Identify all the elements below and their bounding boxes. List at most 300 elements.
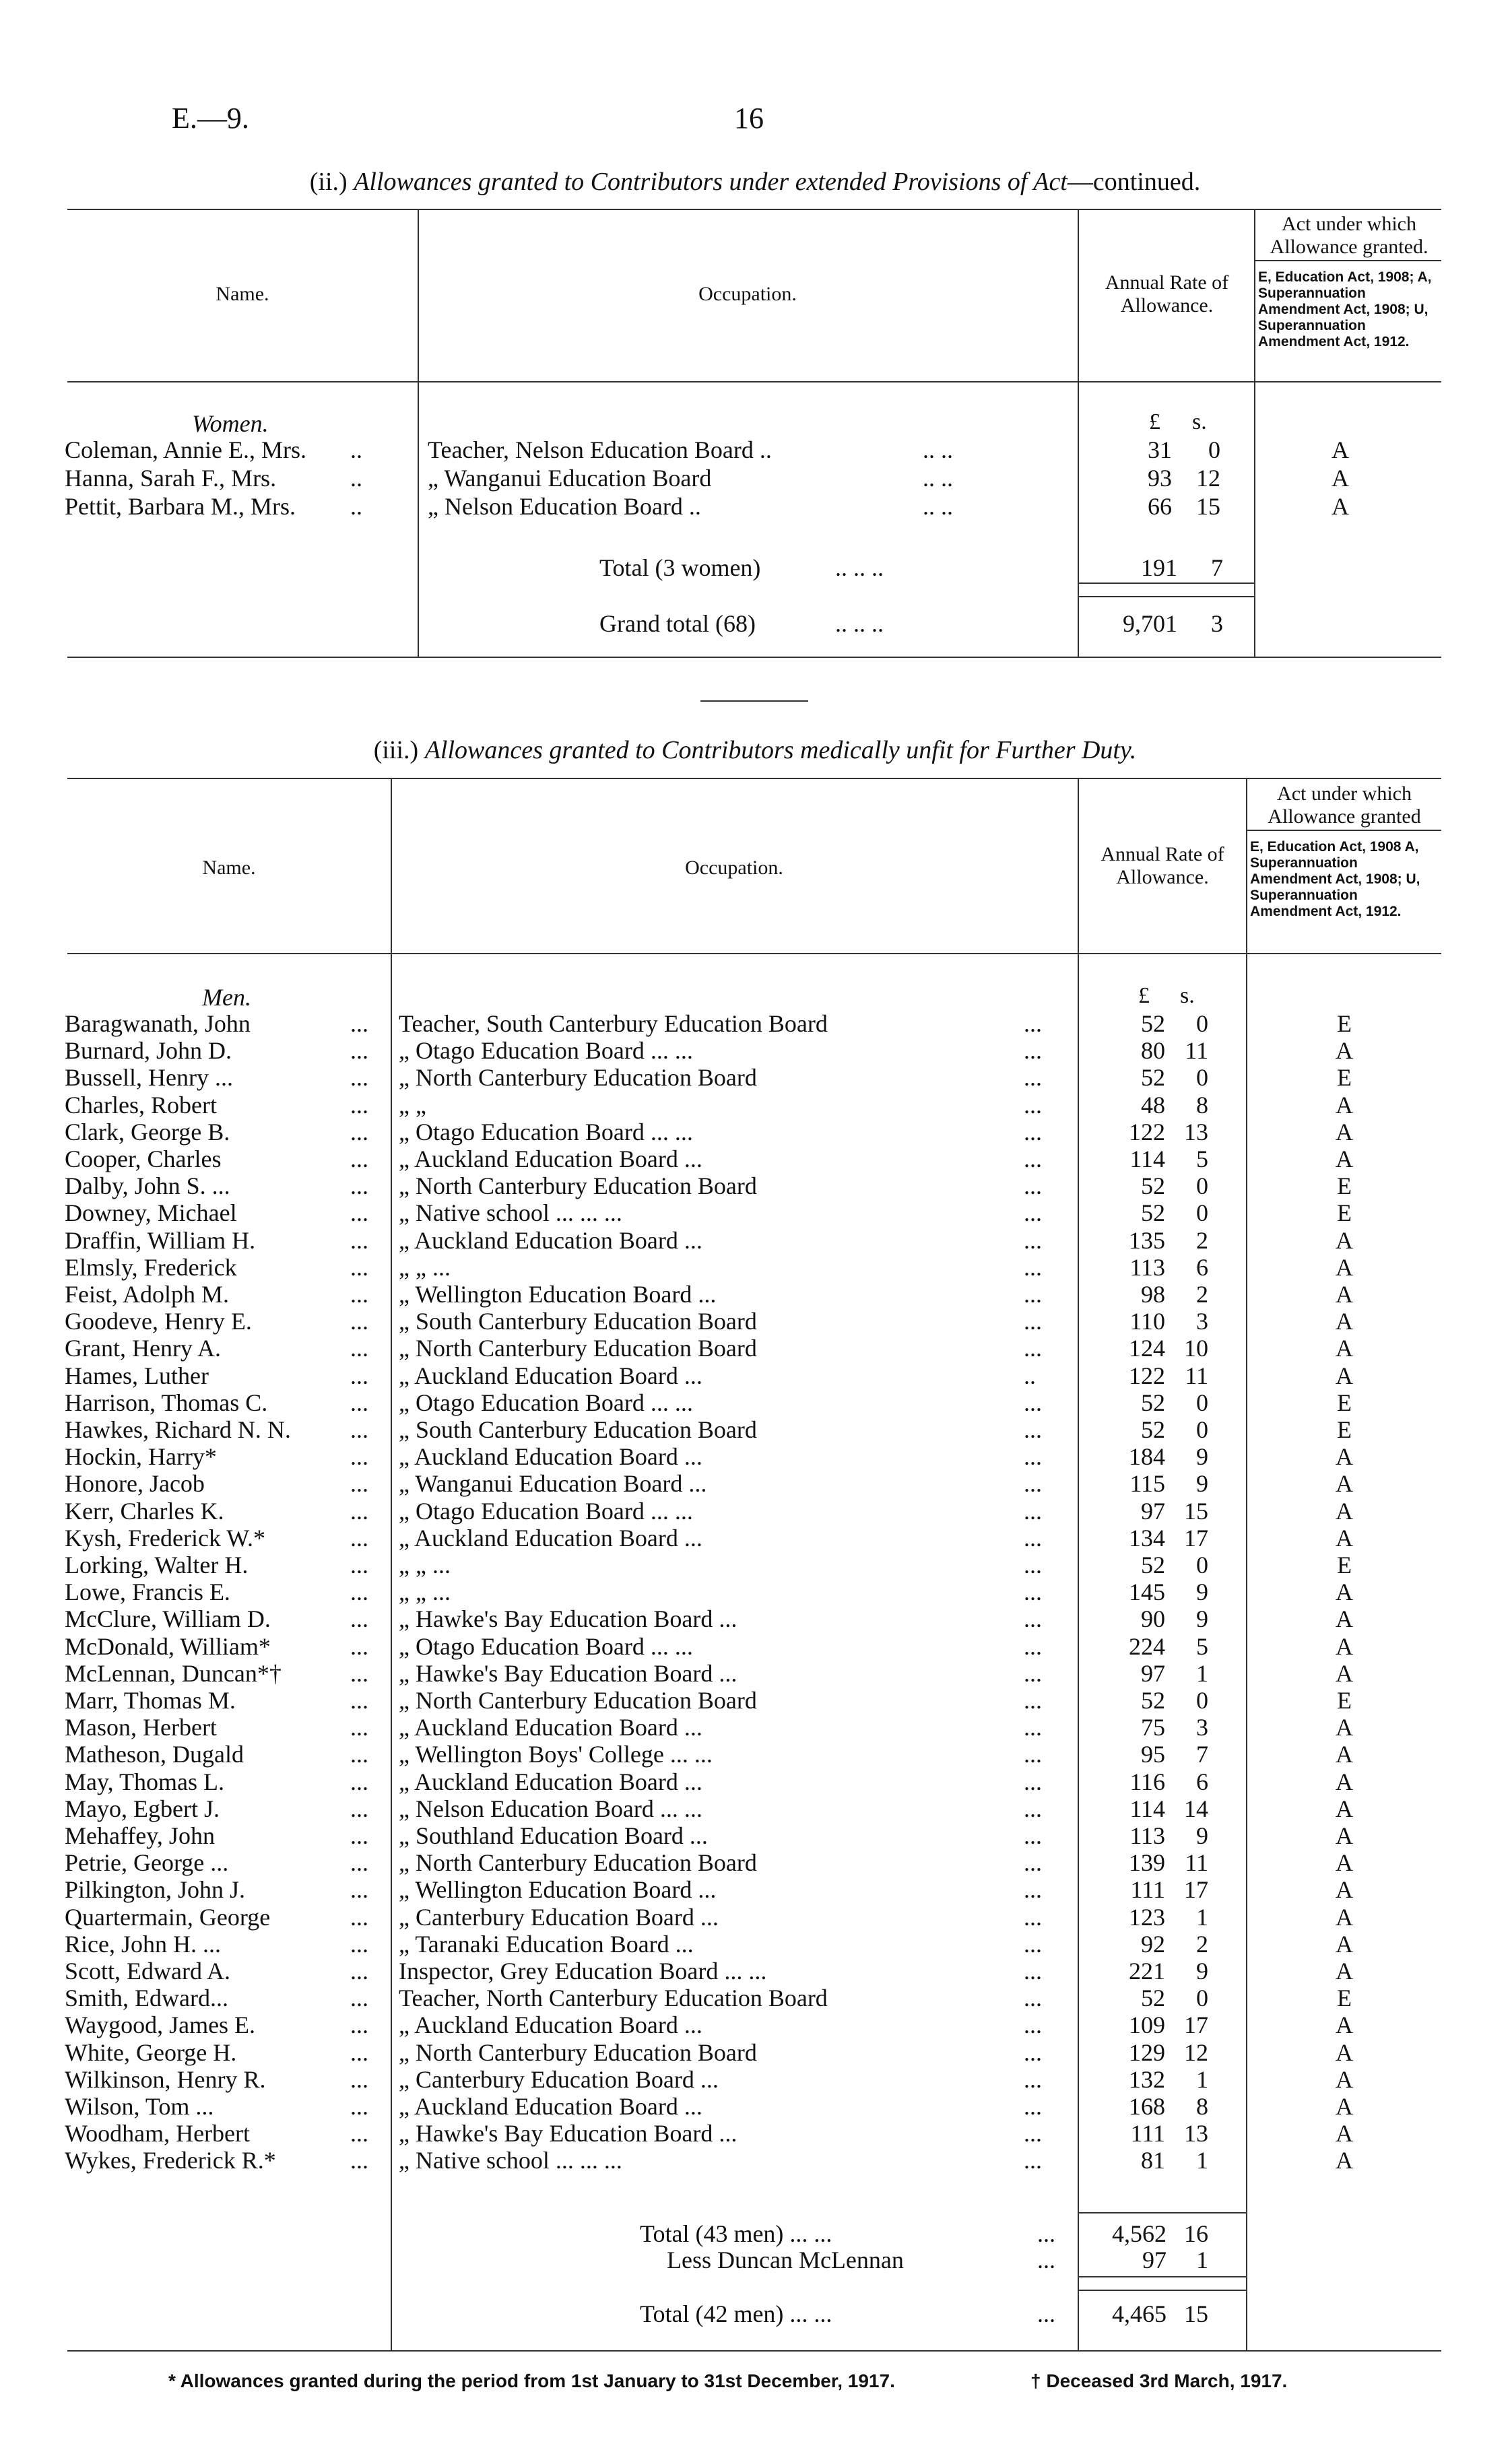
row-act: A [1336,1876,1353,1904]
row-occupation: „ Canterbury Education Board ... [399,2065,719,2093]
row-occupation-leader: ... [1024,1416,1042,1443]
row-pounds: 111 [1130,2120,1165,2147]
table-row [0,1362,1510,1389]
total-men-leader: ... [1037,2220,1055,2247]
row-pounds: 124 [1129,1335,1165,1362]
row-occupation: „ Otago Education Board ... ... [399,1118,693,1145]
row-pounds: 31 [1148,436,1172,463]
table-row [0,1714,1510,1741]
row-shillings: 1 [1196,2147,1208,2174]
row-shillings: 9 [1196,1822,1208,1849]
row-shillings: 0 [1196,1199,1208,1227]
row-occupation: Inspector, Grey Education Board ... ... [399,1958,767,1985]
row-pounds: 139 [1129,1849,1165,1877]
row-act: A [1336,2011,1353,2039]
row-name-leader: ... [350,1985,368,2012]
row-shillings: 11 [1185,1362,1208,1389]
table-rule [1246,830,1441,831]
total-men-label: Total (43 men) ... ... [640,2220,832,2247]
row-name-leader: ... [350,1741,368,1768]
row-name: Lowe, Francis E. [65,1578,230,1606]
row-pounds: 52 [1141,1199,1165,1227]
row-shillings: 12 [1184,2038,1208,2066]
row-occupation: „ North Canterbury Education Board [399,1335,757,1362]
net-total-pounds: 4,465 [1112,2300,1167,2327]
section-divider [700,700,808,702]
table-row [0,1849,1510,1876]
row-shillings: 15 [1196,493,1220,520]
column-header-occupation: Occupation. [685,857,783,879]
table-row [0,1172,1510,1199]
row-pounds: 115 [1129,1470,1165,1498]
table-row [0,1498,1510,1525]
row-name: Elmsly, Frederick [65,1253,237,1281]
row-occupation-leader: ... [1024,1253,1042,1281]
row-name: Petrie, George ... [65,1849,229,1877]
footnote-dagger: † Deceased 3rd March, 1917. [1030,2370,1288,2391]
row-shillings: 13 [1184,1118,1208,1145]
row-shillings: 1 [1196,1903,1208,1931]
group-label-men: Men. [202,984,251,1011]
row-shillings: 5 [1196,1632,1208,1660]
section-iii-title-text: Allowances granted to Contributors medically unfit for Further Duty. [424,736,1137,764]
row-name: Honore, Jacob [65,1470,205,1498]
row-occupation: „ Auckland Education Board ... [399,1443,702,1471]
row-name: Waygood, James E. [65,2011,256,2039]
row-shillings: 5 [1196,1145,1208,1172]
row-shillings: 17 [1184,1524,1208,1552]
row-occupation: „ Otago Education Board ... ... [399,1497,693,1525]
row-name: Grant, Henry A. [65,1335,221,1362]
total-women-leader: .. .. .. [835,554,884,581]
row-shillings: 17 [1184,2011,1208,2039]
table-row [0,1552,1510,1578]
row-occupation: „ Wellington Boys' College ... ... [399,1741,713,1768]
total-men-pounds: 4,562 [1112,2220,1167,2247]
row-act: A [1336,1037,1353,1065]
row-pounds: 52 [1141,1389,1165,1416]
row-name: Quartermain, George [65,1903,271,1931]
row-occupation: „ Auckland Education Board ... [399,1714,702,1741]
page-number: 16 [734,102,764,135]
row-shillings: 9 [1196,1470,1208,1498]
row-name: Scott, Edward A. [65,1958,230,1985]
row-occupation-leader: ... [1024,1145,1042,1172]
row-shillings: 13 [1184,2120,1208,2147]
row-occupation-leader: ... [1024,1687,1042,1714]
less-label: Less Duncan McLennan [667,2246,904,2273]
table-row [0,1281,1510,1308]
row-act: E [1337,1389,1352,1416]
row-name-leader: ... [350,1416,368,1443]
row-shillings: 8 [1196,2093,1208,2120]
table-row [0,493,1510,520]
row-shillings: 6 [1196,1253,1208,1281]
row-act: A [1336,1578,1353,1606]
row-name-leader: ... [350,1226,368,1254]
row-pounds: 129 [1129,2038,1165,2066]
row-name: Lorking, Walter H. [65,1552,249,1578]
row-pounds: 168 [1129,2093,1165,2120]
row-name-leader: ... [350,1578,368,1606]
row-name-leader: ... [350,1849,368,1877]
row-act: A [1332,493,1349,520]
row-occupation-leader: ... [1024,1010,1042,1037]
row-shillings: 2 [1196,1226,1208,1254]
row-occupation: „ Auckland Education Board ... [399,2093,702,2120]
row-pounds: 109 [1129,2011,1165,2039]
row-pounds: 134 [1129,1524,1165,1552]
table-row [0,1578,1510,1605]
row-shillings: 15 [1184,1497,1208,1525]
row-occupation: „ Wanganui Education Board [428,465,712,492]
row-occupation-leader: ... [1024,1822,1042,1849]
row-act: A [1336,1930,1353,1958]
row-act: A [1336,1226,1353,1254]
row-act: A [1336,1470,1353,1498]
row-pounds: 97 [1141,1659,1165,1687]
row-pounds: 122 [1129,1362,1165,1389]
row-pounds: 52 [1141,1416,1165,1443]
row-shillings: 0 [1196,1687,1208,1714]
unit-pounds: £ [1138,983,1150,1008]
row-occupation-leader: ... [1024,1741,1042,1768]
table-row [0,465,1510,492]
table-row [0,1633,1510,1660]
row-act: A [1336,2093,1353,2120]
row-pounds: 221 [1129,1958,1165,1985]
row-occupation: Teacher, South Canterbury Education Board [399,1010,828,1037]
table-rule [67,657,1441,658]
row-name-leader: ... [350,2065,368,2093]
footnote-asterisk: * Allowances granted during the period from 1st January to 31st December, 1917. [168,2370,895,2391]
row-name-leader: ... [350,1335,368,1362]
row-pounds: 81 [1141,2147,1165,2174]
row-name: McDonald, William* [65,1632,271,1660]
table-row [0,1010,1510,1037]
row-name: Mehaffey, John [65,1822,215,1849]
row-name-leader: ... [350,2120,368,2147]
row-name: Smith, Edward... [65,1985,228,2012]
table-row [0,2093,1510,2120]
row-occupation-leader: ... [1024,1064,1042,1092]
less-shillings: 1 [1196,2246,1208,2273]
row-name-leader: ... [350,1524,368,1552]
row-name-leader: ... [350,1010,368,1037]
row-occupation-leader: ... [1024,1091,1042,1119]
group-label-women: Women. [192,410,269,437]
row-pounds: 114 [1129,1795,1165,1822]
table-rule [67,381,1441,382]
row-pounds: 116 [1129,1768,1165,1795]
table-row [0,1795,1510,1822]
row-occupation-leader: ... [1024,1335,1042,1362]
total-women-label: Total (3 women) [599,554,761,581]
act-key-note: E, Education Act, 1908; A, Superannuation Amendment Act, 1908; U, Superannuation Amendment Act, 1912. [1258,269,1432,349]
row-act: A [1336,1362,1353,1389]
table-row [0,1227,1510,1254]
row-occupation-leader: ... [1024,1524,1042,1552]
row-pounds: 52 [1141,1985,1165,2012]
row-name: Downey, Michael [65,1199,237,1227]
section-ii-prefix: (ii.) [309,168,348,196]
row-occupation: „ North Canterbury Education Board [399,1172,757,1200]
row-name-leader: ... [350,1930,368,1958]
row-pounds: 75 [1141,1714,1165,1741]
row-occupation: „ North Canterbury Education Board [399,1849,757,1877]
table-row [0,1199,1510,1226]
row-pounds: 122 [1129,1118,1165,1145]
row-occupation: „ Native school ... ... ... [399,1199,622,1227]
row-act: A [1336,1605,1353,1633]
row-name-leader: ... [350,1308,368,1335]
table-row [0,436,1510,463]
table-row [0,1931,1510,1958]
table-row [0,1416,1510,1443]
row-shillings: 0 [1196,1064,1208,1092]
row-name: Pilkington, John J. [65,1876,246,1904]
row-occupation-leader: ... [1024,2120,1042,2147]
row-act: E [1337,1687,1352,1714]
row-shillings: 0 [1196,1389,1208,1416]
row-shillings: 7 [1196,1741,1208,1768]
row-pounds: 52 [1141,1172,1165,1200]
table-row [0,2066,1510,2093]
row-name-leader: ... [350,1199,368,1227]
row-occupation: „ Southland Education Board ... [399,1822,708,1849]
row-occupation: „ Wanganui Education Board ... [399,1470,707,1498]
row-act: A [1336,1091,1353,1119]
unit-pounds: £ [1149,409,1160,434]
row-act: A [1336,2147,1353,2174]
row-occupation-leader: ... [1024,1632,1042,1660]
table-row [0,1687,1510,1714]
row-name: McLennan, Duncan*† [65,1659,282,1687]
row-shillings: 6 [1196,1768,1208,1795]
row-name: Hockin, Harry* [65,1443,217,1471]
table-row [0,2147,1510,2174]
row-name: Hames, Luther [65,1362,209,1389]
row-occupation: „ North Canterbury Education Board [399,1687,757,1714]
row-occupation-leader: ... [1024,1497,1042,1525]
row-name-leader: ... [350,1470,368,1498]
row-pounds: 80 [1141,1037,1165,1065]
row-pounds: 52 [1141,1064,1165,1092]
row-name-leader: ... [350,1632,368,1660]
row-occupation: Teacher, Nelson Education Board .. [428,436,772,463]
row-shillings: 9 [1196,1443,1208,1471]
row-act: A [1332,436,1349,463]
row-act: A [1336,1768,1353,1795]
table-rule [1254,260,1441,261]
column-header-act: Act under which Allowance granted. [1270,213,1429,258]
table-row [0,1660,1510,1687]
row-act: A [1336,1903,1353,1931]
row-pounds: 135 [1129,1226,1165,1254]
row-pounds: 93 [1148,465,1172,492]
row-name: Baragwanath, John [65,1010,251,1037]
row-name-leader: ... [350,2038,368,2066]
row-name-leader: ... [350,1172,368,1200]
row-name: Bussell, Henry ... [65,1064,233,1092]
row-pounds: 52 [1141,1552,1165,1578]
row-name: Clark, George B. [65,1118,230,1145]
row-shillings: 0 [1196,1985,1208,2012]
row-pounds: 113 [1129,1253,1165,1281]
row-name: Hanna, Sarah F., Mrs. [65,465,277,492]
row-name-leader: ... [350,1443,368,1471]
row-pounds: 66 [1148,493,1172,520]
table-rule [1078,596,1254,597]
row-act: A [1336,1659,1353,1687]
row-shillings: 14 [1184,1795,1208,1822]
row-occupation-leader: ... [1024,1281,1042,1308]
row-occupation-leader: .. [1024,1362,1036,1389]
row-occupation-leader: ... [1024,1118,1042,1145]
row-shillings: 0 [1208,436,1220,463]
section-ii-title-text: Allowances granted to Contributors under extended Provisions of Act [354,168,1068,196]
row-occupation-leader: ... [1024,1226,1042,1254]
row-name-leader: ... [350,1145,368,1172]
row-occupation-leader: ... [1024,2093,1042,2120]
table-rule [1078,2290,1246,2291]
row-name: Dalby, John S. ... [65,1172,230,1200]
row-pounds: 110 [1129,1308,1165,1335]
row-name: Pettit, Barbara M., Mrs. [65,493,296,520]
row-name-leader: ... [350,1605,368,1633]
row-act: A [1336,2038,1353,2066]
table-rule [1078,2212,1246,2213]
table-row [0,1525,1510,1552]
row-shillings: 10 [1184,1335,1208,1362]
table-row [0,1741,1510,1768]
row-name-leader: .. [350,465,362,492]
row-act: A [1336,2120,1353,2147]
row-name-leader: ... [350,1281,368,1308]
row-name: Woodham, Herbert [65,2120,251,2147]
row-act: E [1337,1199,1352,1227]
row-name-leader: .. [350,436,362,463]
section-ii-title [0,167,1510,197]
column-header-occupation: Occupation. [698,283,797,305]
section-iii-title [0,735,1510,765]
row-occupation: „ Native school ... ... ... [399,2147,622,2174]
row-shillings: 0 [1196,1172,1208,1200]
table-row [0,1904,1510,1931]
row-occupation-leader: ... [1024,1930,1042,1958]
row-name: Hawkes, Richard N. N. [65,1416,291,1443]
table-rule [67,2350,1441,2352]
table-rule [67,778,1441,779]
row-occupation: „ South Canterbury Education Board [399,1416,757,1443]
row-occupation-leader: ... [1024,1876,1042,1904]
row-pounds: 114 [1129,1145,1165,1172]
row-shillings: 0 [1196,1010,1208,1037]
row-name-leader: ... [350,1903,368,1931]
row-name: Rice, John H. ... [65,1930,221,1958]
row-pounds: 52 [1141,1010,1165,1037]
row-act: E [1337,1552,1352,1578]
row-shillings: 8 [1196,1091,1208,1119]
row-act: E [1337,1985,1352,2012]
row-occupation: „ Otago Education Board ... ... [399,1389,693,1416]
row-occupation-leader: ... [1024,1552,1042,1578]
row-act: A [1336,1118,1353,1145]
row-pounds: 48 [1141,1091,1165,1119]
row-shillings: 0 [1196,1416,1208,1443]
row-occupation-leader: ... [1024,1470,1042,1498]
row-occupation: „ Auckland Education Board ... [399,1524,702,1552]
table-row [0,1335,1510,1362]
table-row [0,1443,1510,1470]
row-pounds: 123 [1129,1903,1165,1931]
row-occupation-leader: ... [1024,1578,1042,1606]
row-name-leader: ... [350,1253,368,1281]
row-name-leader: ... [350,2093,368,2120]
table-row [0,1768,1510,1795]
unit-shillings: s. [1192,409,1207,434]
row-act: A [1336,1632,1353,1660]
row-name: May, Thomas L. [65,1768,224,1795]
row-occupation: Teacher, North Canterbury Education Board [399,1985,828,2012]
row-occupation: „ „ [399,1091,426,1119]
row-act: E [1337,1064,1352,1092]
row-act: A [1336,1524,1353,1552]
row-act: A [1336,2065,1353,2093]
row-occupation: „ Hawke's Bay Education Board ... [399,2120,737,2147]
row-act: A [1336,1443,1353,1471]
row-name: Coleman, Annie E., Mrs. [65,436,306,463]
row-occupation-leader: ... [1024,1605,1042,1633]
row-act: A [1336,1958,1353,1985]
row-name: Mayo, Egbert J. [65,1795,220,1822]
row-occupation: „ Auckland Education Board ... [399,1362,702,1389]
row-occupation: „ „ ... [399,1578,451,1606]
row-pounds: 132 [1129,2065,1165,2093]
table-row [0,1876,1510,1903]
table-row [0,1985,1510,2011]
row-name-leader: ... [350,1497,368,1525]
row-name: McClure, William D. [65,1605,271,1633]
less-leader: ... [1037,2246,1055,2273]
row-name: Mason, Herbert [65,1714,217,1741]
row-name: Kysh, Frederick W.* [65,1524,265,1552]
row-pounds: 111 [1130,1876,1165,1904]
row-act: A [1336,1145,1353,1172]
column-header-act: Act under which Allowance granted [1268,783,1421,828]
row-occupation-leader: ... [1024,1903,1042,1931]
row-pounds: 97 [1141,1497,1165,1525]
unit-shillings: s. [1180,983,1195,1008]
table-row [0,1145,1510,1172]
row-occupation-leader: .. .. [923,436,953,463]
row-name-leader: ... [350,1714,368,1741]
row-occupation: „ Nelson Education Board .. [428,493,701,520]
table-rule [67,953,1441,954]
row-act: A [1336,1741,1353,1768]
column-divider [1254,209,1255,657]
row-name: Goodeve, Henry E. [65,1308,252,1335]
row-name-leader: .. [350,493,362,520]
row-name-leader: ... [350,2011,368,2039]
row-name-leader: ... [350,1064,368,1092]
row-pounds: 95 [1141,1741,1165,1768]
section-iii-prefix: (iii.) [373,736,419,764]
total-women-shillings: 7 [1211,554,1223,581]
table-row [0,1064,1510,1091]
row-occupation: „ Wellington Education Board ... [399,1876,717,1904]
row-name: White, George H. [65,2038,237,2066]
